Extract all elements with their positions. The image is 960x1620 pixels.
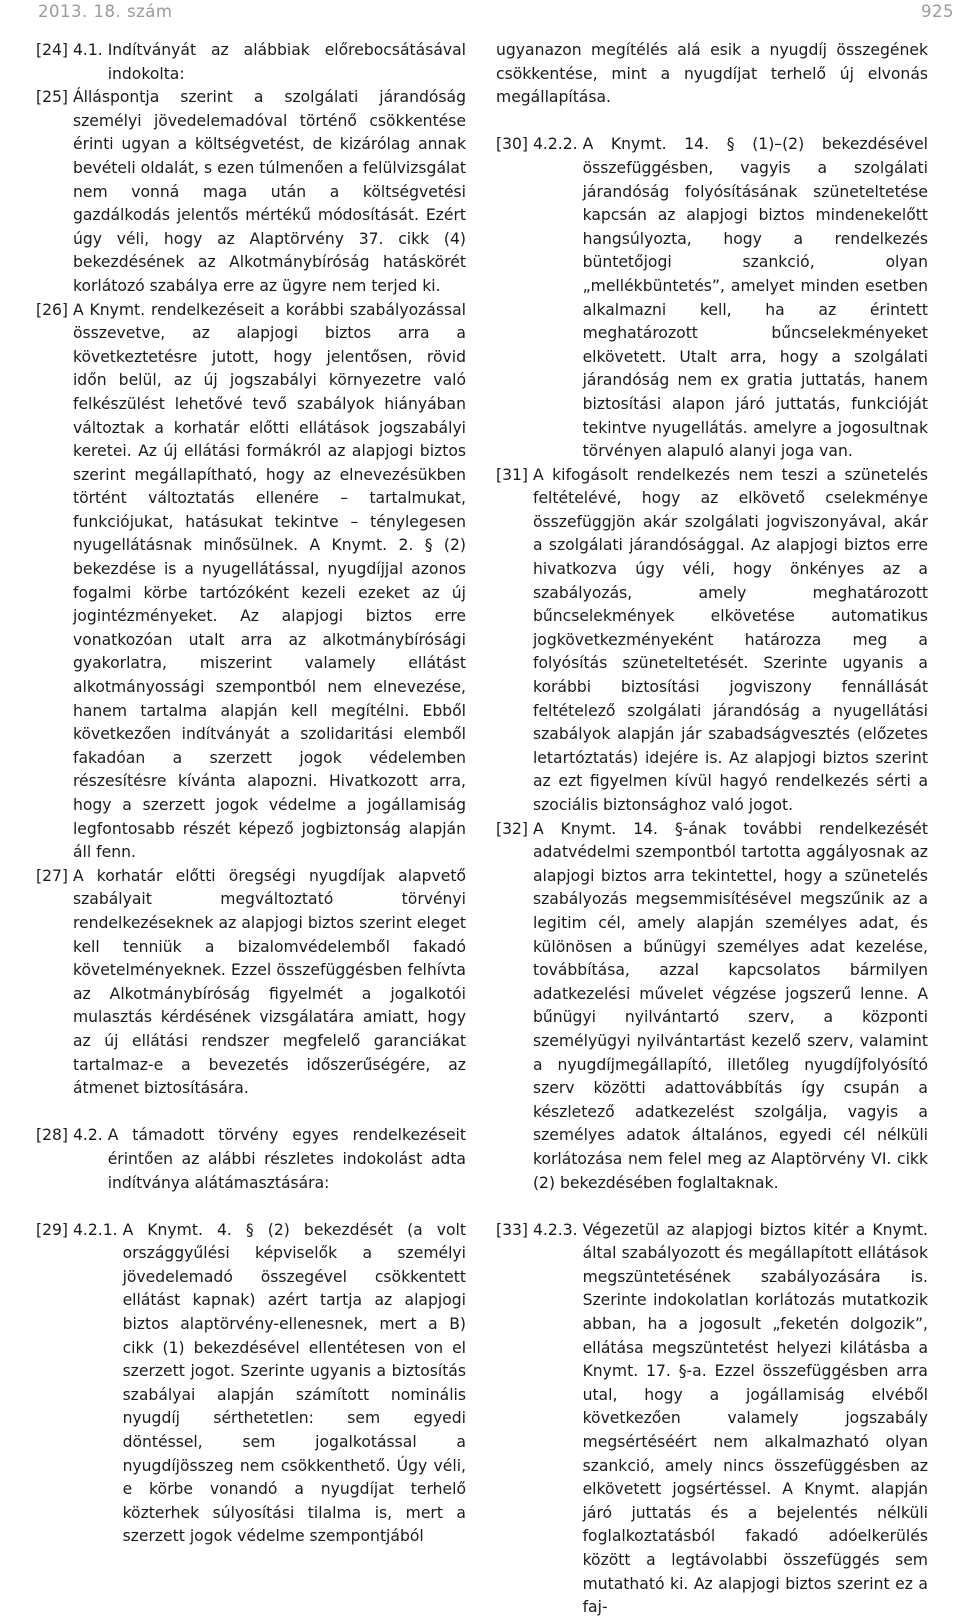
paragraph-31 <box>496 464 928 818</box>
paragraph-28 <box>36 1124 466 1195</box>
paragraph-text: A Knymt. 14. § (1)–(2) bekezdésével összefüggésben, vagyis a szolgálati járandóság folyósításának szüneteltetése kapcsán az alapjogi biztos mindenekelőtt hangsúlyozta, hogy a rendelkezés büntetőjogi szankció, olyan „mellékbüntetés”, amelyet minden esetben alkalmazni kell, ha az érintett meghatározott bűncselekményeket elkövetett. Utalt arra, hogy a szolgálati járandóság nem ex gratia juttatás, hanem biztosítási alapon járó juttatás, funkcióját tekintve nyugellátás. amelyre a jogosultnak törvényen alapuló alanyi joga van. <box>582 135 928 461</box>
paragraph-25 <box>36 86 466 298</box>
paragraph-text: A támadott törvény egyes rendelkezéseit érintően az alábbi részletes indokolást adta indítványa alátámasztására: <box>107 1126 466 1192</box>
left-column <box>36 39 466 1549</box>
paragraph-26 <box>36 299 466 865</box>
paragraph-text: A kifogásolt rendelkezés nem teszi a szünetelés feltételévé, hogy az elkövető cselekménye összefüggjön akár szolgálati jogviszonyával, akár a szolgálati járandósággal. Az alapjogi biztos erre hivatkozva úgy véli, hogy önkényes az a szabályozás, amely meghatározott bűncselekmények elkövetése automatikus jogkövetkezményeként határozza meg a folyósítás szüneteltetését. Szerinte ugyanis a korábbi biztosítási jogviszony fennállását feltételező szolgálati járandóság a nyugellátási szabályok alapján jár szabadságvesztés (előzetes letartóztatás) idejére is. Az alapjogi biztos szerint az ezt figyelmen kívül hagyó rendelkezés sérti a szociális biztonsághoz való jogot. <box>532 465 928 814</box>
paragraph-text: Végezetül az alapjogi biztos kitér a Knymt. által szabályozott és megállapított ellátások megszüntetésének szabályozására is. Szerinte indokolatlan korlátozás mutatkozik abban, ha a jogosult „feketén dolgozik”, ellátása megszüntetést helyezi kilátásba a Knymt. 17. §-a. Ezzel összefüggésben arra utal, hogy a jogállamiság elvéből következően valamely jogszabály megsértéséért nem alkalmazható olyan szankció, amely nincs összefüggésben az elkövetett jogsértéssel. A Knymt. alapján járó juttatás és a bejelentés nélküli foglalkoztatásból fakadó adóelkerülés között a legtávolabbi összefüggés sem mutatható ki. Az alapjogi biztos szerint ez a faj- <box>582 1220 928 1617</box>
page-number: 925 <box>921 2 954 21</box>
paragraph-number: [33] 4.2.3. <box>496 1220 583 1239</box>
paragraph-number: [29] 4.2.1. <box>36 1220 123 1239</box>
paragraph-number: [28] 4.2. <box>36 1126 108 1145</box>
paragraph-number: [32] <box>496 819 533 838</box>
paragraph-text: A korhatár előtti öregségi nyugdíjak alapvető szabályait megváltoztató törvényi rendelkezéseknek az alapjogi biztos szerint eleget kell tenniük a bizalomvédelemből fakadó követelményeknek. Ezzel összefüggésben felhívta az Alkotmánybíróság figyelmét a jogalkotói mulasztás kérdésének vizsgálatára amiatt, hogy az új ellátási rendszer megfelelő garanciákat tartalmaz-e a bevezetés időszerűségére, az átmenet biztosítására. <box>72 866 466 1098</box>
paragraph-number: [27] <box>36 866 73 885</box>
paragraph-30 <box>496 133 928 463</box>
paragraph-text: Indítványát az alábbiak előrebocsátásával indokolta: <box>107 41 466 83</box>
paragraph-number: [24] 4.1. <box>36 41 108 59</box>
paragraph-33 <box>496 1219 928 1620</box>
paragraph-text: Álláspontja szerint a szolgálati járandóság személyi jövedelemadóval történő csökkentése érinti ugyan a költségvetést, de kizárólag annak bevételi oldalát, s ezen túlmenően a felülvizsgálat nem vonná maga után a költségvetési gazdálkodás jelentős mértékű módosítását. Ezért úgy véli, hogy az Alaptörvény 37. cikk (4) bekezdésének az Alkotmánybíróság hatáskörét korlátozó szabálya erre az ügyre nem terjed ki. <box>72 88 466 295</box>
paragraph-29-continued <box>496 39 928 110</box>
paragraph-number: [31] <box>496 465 533 484</box>
issue-label: 2013. 18. szám <box>38 2 173 21</box>
paragraph-number: [30] 4.2.2. <box>496 135 583 154</box>
paragraph-text: A Knymt. rendelkezéseit a korábbi szabályozással összevetve, az alapjogi biztos arra a következtetésre jutott, hogy jelentősen, rövid időn belül, az új jogszabályi környezetre való felkészülést lehetővé tevő szabályok hiányában változtak a korhatár előtti ellátások jogszabályi keretei. Az új ellátási formákról az alapjogi biztos szerint megállapítható, hogy az elnevezésükben történt változtatás ellenére – tartalmukat, funkciójukat, hatásukat tekintve – ténylegesen nyugellátásnak minősülnek. A Knymt. 2. § (2) bekezdése is a nyugellátással, nyugdíjjal azonos fogalmi körbe tartózóként kezeli ezeket az új jogintézményeket. Az alapjogi biztos erre vonatkozóan utalt arra az alkotmánybírósági gyakorlatra, miszerint valamely ellátást alkotmányossági szempontból nem elnevezése, hanem tartalma alapján kell megítélni. Ebből következően indítványát a szolidaritási elemből fakadóan a szerzett jogok védelemben részesítésre kívánta alapozni. Hivatkozott arra, hogy a szerzett jogok védelme a jogállamiság legfontosabb részét képező jogbiztonság alapján áll fenn. <box>72 300 466 862</box>
paragraph-24 <box>36 39 466 86</box>
paragraph-text: A Knymt. 4. § (2) bekezdését (a volt országgyűlési képviselők a személyi jövedelemadó összegével csökkentett ellátást kapnak) azért tartja az alapjogi biztos alaptörvény-ellenesnek, mert a B) cikk (1) bekezdésével ellentétesen von el szerzett jogot. Szerinte ugyanis a biztosítás szabályai alapján számított nominális nyugdíj sérthetetlen: sem egyedi döntéssel, sem jogalkotással a nyugdíjösszeg nem csökkenthető. Úgy véli, e körbe vonandó a nyugdíjat terhelő közterhek súlyosítási tilalma is, mert a szerzett jogok védelme szempontjából <box>122 1220 466 1546</box>
paragraph-number: [26] <box>36 300 73 319</box>
paragraph-text: A Knymt. 14. §-ának további rendelkezését adatvédelmi szempontból tartotta aggályosnak az alapjogi biztos arra tekintettel, hogy a szünetelés szabályozás megsemmisítésével megszűnik az a legitim cél, amely alapján személyes adat, és különösen a bűnügyi személyes adat kezelése, továbbítása, azzal kapcsolatos bármilyen adatkezelési művelet végzése jogszerű lenne. A bűnügyi nyilvántartó szerv, a központi személyügyi nyilvántartást kezelő szerv, valamint a nyugdíjmegállapító, illetőleg nyugdíjfolyósító szerv közötti adattovábbítás így csupán a készletező adatkezelést szolgálja, vagyis a személyes adatok általános, egyedi cél nélküli korlátozása nem felel meg az Alaptörvény VI. cikk (2) bekezdésében foglaltaknak. <box>532 819 928 1192</box>
paragraph-29 <box>36 1219 466 1549</box>
paragraph-number: [25] <box>36 88 73 107</box>
right-column <box>496 39 928 1620</box>
paragraph-27 <box>36 865 466 1101</box>
paragraph-32 <box>496 818 928 1196</box>
paragraph-text: ugyanazon megítélés alá esik a nyugdíj összegének csökkentése, mint a nyugdíjat terhelő új elvonás megállapítása. <box>496 41 928 107</box>
page-header <box>0 0 960 34</box>
